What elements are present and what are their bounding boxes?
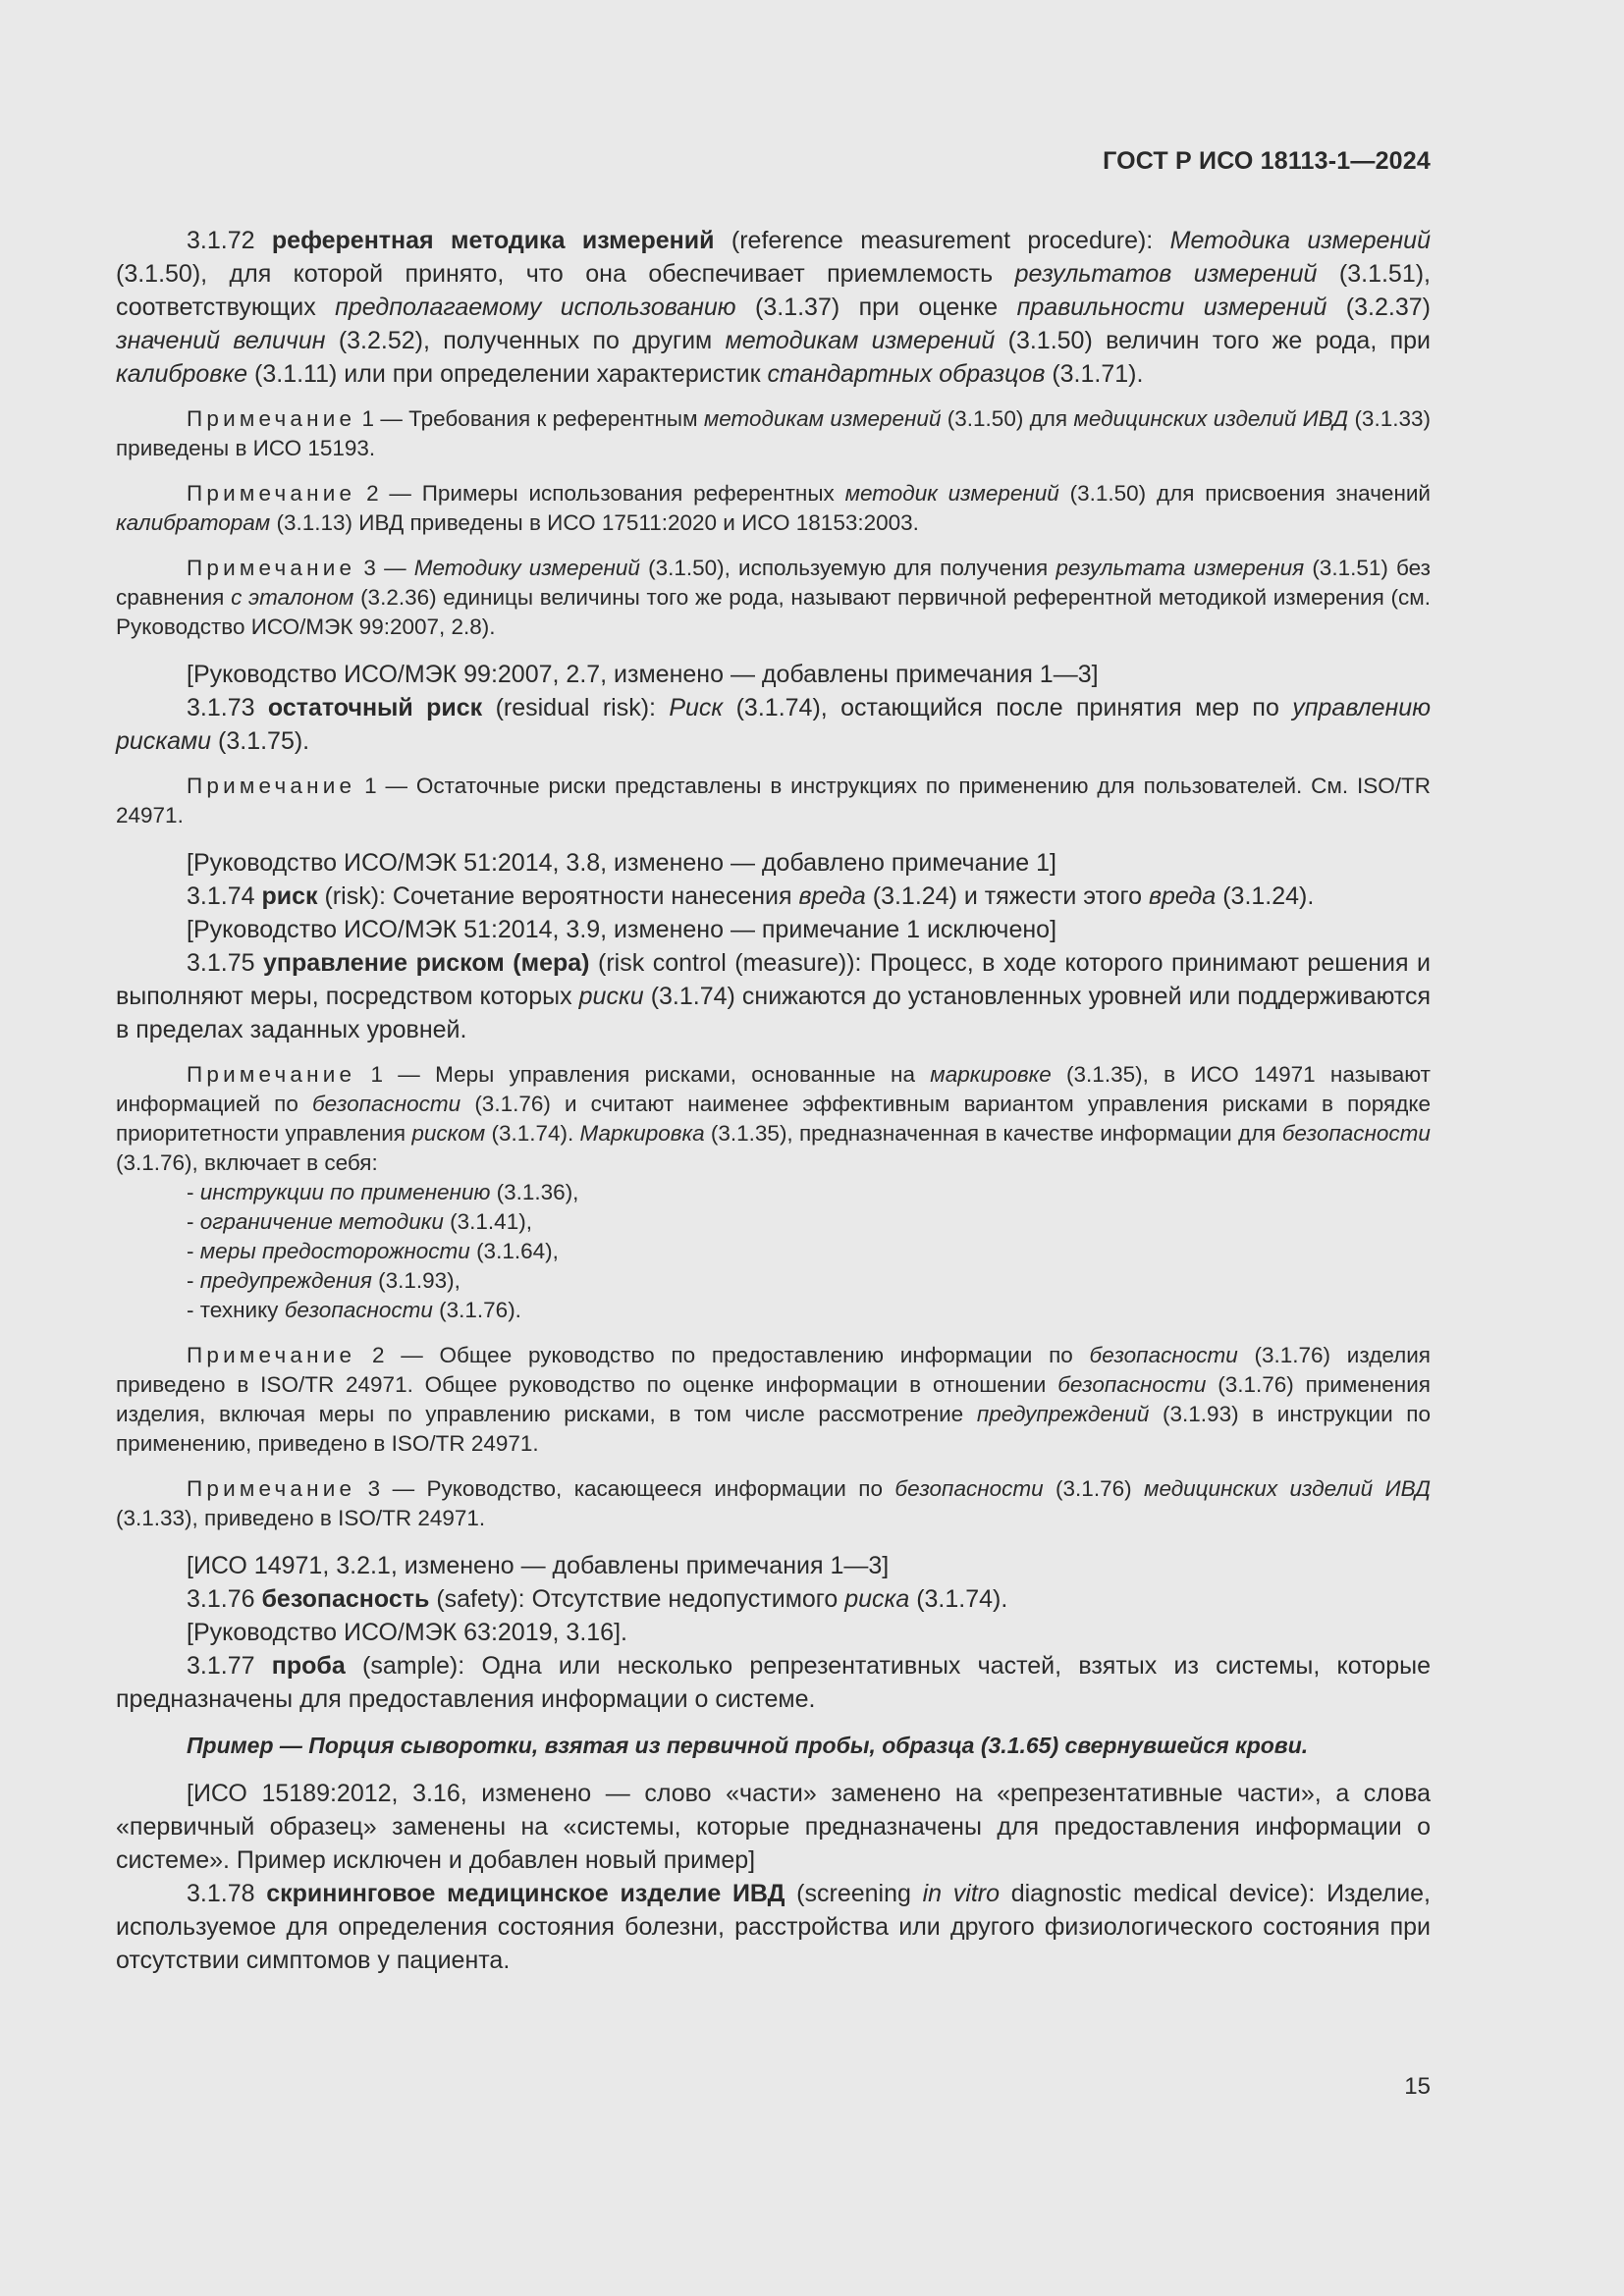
- note-3-1-75-1: Примечание 1 — Меры управления рисками, основанные на маркировке (3.1.35), в ИСО 14971 называют информацией по безопасности (3.1.76) и считают наименее эффективным вариантом управления рисками в порядке приоритетности управления риском (3.1.74). Маркировка (3.1.35), предназначенная в качестве информации для безопасности (3.1.76), включает в себя:: [116, 1062, 1431, 1175]
- term-3-1-74: 3.1.74 риск (risk): Сочетание вероятности нанесения вреда (3.1.24) и тяжести этого вреда (3.1.24).: [187, 882, 1315, 910]
- note-3-1-73-1: Примечание 1 — Остаточные риски представлены в инструкциях по применению для пользователей. См. ISO/TR 24971.: [116, 774, 1431, 828]
- term-3-1-76: 3.1.76 безопасность (safety): Отсутствие недопустимого риска (3.1.74).: [187, 1585, 1008, 1613]
- list-item: - предупреждения (3.1.93),: [116, 1266, 1431, 1296]
- source-3-1-74: [Руководство ИСО/МЭК 51:2014, 3.9, изменено — примечание 1 исключено]: [187, 916, 1057, 943]
- document-body: [116, 224, 1431, 1977]
- note-3-1-72-2: Примечание 2 — Примеры использования референтных методик измерений (3.1.50) для присвоения значений калибраторам (3.1.13) ИВД приведены в ИСО 17511:2020 и ИСО 18153:2003.: [116, 481, 1432, 535]
- list-item: - меры предосторожности (3.1.64),: [116, 1237, 1431, 1266]
- page-number: 15: [1404, 2073, 1431, 2100]
- list-item: - ограничение методики (3.1.41),: [116, 1207, 1431, 1237]
- term-3-1-73: 3.1.73 остаточный риск (residual risk): Риск (3.1.74), остающийся после принятия мер по управлению рисками (3.1.75).: [116, 694, 1431, 755]
- term-title: референтная методика измерений: [271, 227, 715, 254]
- term-3-1-75: 3.1.75 управление риском (мера) (risk control (measure)): Процесс, в ходе которого принимают решения и выполняют меры, посредством которых риски (3.1.74) снижаются до установленных уровней или поддерживаются в пределах заданных уровней.: [116, 949, 1432, 1043]
- list-item: - технику безопасности (3.1.76).: [116, 1296, 1431, 1325]
- source-3-1-73: [Руководство ИСО/МЭК 51:2014, 3.8, изменено — добавлено примечание 1]: [187, 849, 1056, 877]
- source-3-1-72: [Руководство ИСО/МЭК 99:2007, 2.7, изменено — добавлены примечания 1—3]: [187, 661, 1099, 688]
- note-3-1-75-2: Примечание 2 — Общее руководство по предоставлению информации по безопасности (3.1.76) изделия приведено в ISO/TR 24971. Общее руководство по оценке информации в отношении безопасности (3.1.76) применения изделия, включая меры по управлению рисками, в том числе рассмотрение предупреждений (3.1.93) в инструкции по применению, приведено в ISO/TR 24971.: [116, 1343, 1431, 1456]
- document-header: ГОСТ Р ИСО 18113-1—2024: [1103, 147, 1431, 175]
- note-3-1-72-3: Примечание 3 — Методику измерений (3.1.50), используемую для получения результата измерения (3.1.51) без сравнения с эталоном (3.2.36) единицы величины того же рода, называют первичной референтной методикой измерения (см. Руководство ИСО/МЭК 99:2007, 2.8).: [116, 556, 1431, 639]
- labelling-list: [116, 1178, 1431, 1325]
- list-item: - инструкции по применению (3.1.36),: [116, 1178, 1431, 1207]
- note-3-1-75-3: Примечание 3 — Руководство, касающееся информации по безопасности (3.1.76) медицинских изделий ИВД (3.1.33), приведено в ISO/TR 24971.: [116, 1476, 1431, 1530]
- source-3-1-76: [Руководство ИСО/МЭК 63:2019, 3.16].: [187, 1619, 627, 1646]
- term-3-1-72: 3.1.72 референтная методика измерений (reference measurement procedure): Методика измерений (3.1.50), для которой принято, что она обеспечивает приемлемость результатов измерений (3.1.51), соответствующих предполагаемому использованию (3.1.37) при оценке правильности измерений (3.2.37) значений величин (3.2.52), полученных по другим методикам измерений (3.1.50) величин того же рода, при калибровке (3.1.11) или при определении характеристик стандартных образцов (3.1.71).: [116, 227, 1431, 388]
- note-3-1-72-1: Примечание 1 — Требования к референтным методикам измерений (3.1.50) для медицинских изделий ИВД (3.1.33) приведены в ИСО 15193.: [116, 406, 1431, 460]
- term-3-1-77: 3.1.77 проба (sample): Одна или несколько репрезентативных частей, взятых из системы, которые предназначены для предоставления информации о системе.: [116, 1652, 1431, 1713]
- term-3-1-78: 3.1.78 скрининговое медицинское изделие ИВД (screening in vitro diagnostic medical device): Изделие, используемое для определения состояния болезни, расстройства или другого физиологического состояния при отсутствии симптомов у пациента.: [116, 1880, 1432, 1974]
- source-3-1-75: [ИСО 14971, 3.2.1, изменено — добавлены примечания 1—3]: [187, 1552, 890, 1579]
- source-3-1-77: [ИСО 15189:2012, 3.16, изменено — слово «части» заменено на «репрезентативные части», а слова «первичный образец» заменены на «системы, которые предназначены для предоставления информации о системе». Пример исключен и добавлен новый пример]: [116, 1780, 1431, 1874]
- example-3-1-77: Пример — Порция сыворотки, взятая из первичной пробы, образца (3.1.65) свернувшейся крови.: [187, 1733, 1309, 1758]
